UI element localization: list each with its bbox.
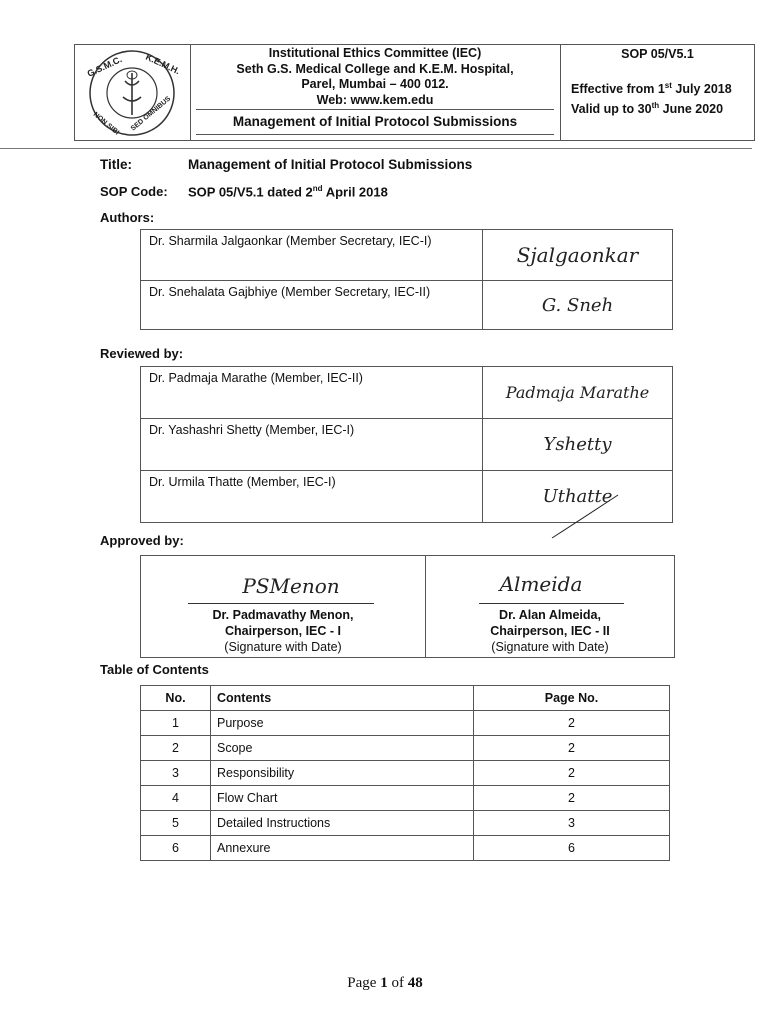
page-number: Page 1 of 48 <box>347 975 423 991</box>
reviewed-label: Reviewed by: <box>100 346 184 361</box>
approver-note: (Signature with Date) <box>224 640 342 654</box>
approver-details <box>168 607 398 655</box>
approver-details <box>430 607 670 655</box>
toc-header-page: Page No. <box>474 686 670 711</box>
author-row <box>141 281 673 330</box>
toc-row <box>141 836 670 861</box>
author-row <box>141 230 673 281</box>
approved-label: Approved by: <box>100 533 184 548</box>
reviewer-signature: Padmaja Marathe <box>483 367 673 419</box>
toc-page: 6 <box>474 836 670 861</box>
institution-block <box>190 45 560 108</box>
approver-role: Chairperson, IEC - II <box>490 624 610 638</box>
reviewer-signature: Uthatte <box>483 471 673 523</box>
effective-date: Effective from 1st July 2018 <box>571 81 732 97</box>
signature-line <box>479 603 624 604</box>
institution-logo <box>75 45 191 140</box>
toc-no: 5 <box>141 811 211 836</box>
toc-contents: Detailed Instructions <box>211 811 474 836</box>
author-signature: G. Sneh <box>483 281 673 330</box>
sop-code-label: SOP Code: <box>100 184 168 199</box>
toc-row <box>141 786 670 811</box>
seal-icon <box>75 45 190 140</box>
document-header <box>74 44 755 141</box>
approver-note: (Signature with Date) <box>491 640 609 654</box>
svg-text:SED OMNIBUS: SED OMNIBUS <box>129 95 173 133</box>
approver-cell <box>426 556 674 657</box>
institution-line: Parel, Mumbai – 400 012. <box>301 77 449 91</box>
title-label: Title: <box>100 157 133 172</box>
approver-signature: Almeida <box>499 572 583 596</box>
toc-contents: Purpose <box>211 711 474 736</box>
valid-until-date: Valid up to 30th June 2020 <box>571 100 724 116</box>
toc-contents: Annexure <box>211 836 474 861</box>
toc-no: 4 <box>141 786 211 811</box>
author-signature: Sjalgaonkar <box>483 230 673 281</box>
svg-text:NON SIBI: NON SIBI <box>91 111 121 137</box>
sop-number: SOP 05/V5.1 <box>621 47 694 61</box>
institution-line: Institutional Ethics Committee (IEC) <box>268 46 482 60</box>
reviewer-signature: Yshetty <box>483 419 673 471</box>
authors-label: Authors: <box>100 210 155 225</box>
toc-row <box>141 736 670 761</box>
reviewer-row <box>141 367 673 419</box>
toc-page: 2 <box>474 711 670 736</box>
toc-row <box>141 711 670 736</box>
reviewer-name: Dr. Urmila Thatte (Member, IEC-I) <box>141 471 483 523</box>
approval-box <box>140 555 675 658</box>
toc-no: 2 <box>141 736 211 761</box>
toc-no: 6 <box>141 836 211 861</box>
toc-row <box>141 811 670 836</box>
svg-text:G.S.M.C.: G.S.M.C. <box>85 54 124 79</box>
toc-contents: Flow Chart <box>211 786 474 811</box>
toc-page: 2 <box>474 761 670 786</box>
approver-name: Dr. Padmavathy Menon, <box>212 608 354 622</box>
approver-name: Dr. Alan Almeida, <box>499 608 601 622</box>
toc-contents: Scope <box>211 736 474 761</box>
svg-text:K.E.M.H.: K.E.M.H. <box>144 51 182 77</box>
approver-cell <box>141 556 426 657</box>
header-institution-cell <box>190 45 561 140</box>
signature-line <box>188 603 374 604</box>
institution-line: Seth G.S. Medical College and K.E.M. Hospital, <box>236 61 514 76</box>
header-divider <box>0 148 752 149</box>
toc-contents: Responsibility <box>211 761 474 786</box>
toc-header-row <box>141 686 670 711</box>
toc-no: 1 <box>141 711 211 736</box>
toc-no: 3 <box>141 761 211 786</box>
author-name: Dr. Sharmila Jalgaonkar (Member Secretary, IEC-I) <box>141 230 483 281</box>
approver-role: Chairperson, IEC - I <box>225 624 341 638</box>
validity-block <box>571 78 751 117</box>
toc-header-no: No. <box>141 686 211 711</box>
reviewer-name: Dr. Yashashri Shetty (Member, IEC-I) <box>141 419 483 471</box>
header-version-cell <box>561 45 754 140</box>
header-doc-title: Management of Initial Protocol Submissions <box>196 109 554 135</box>
approver-signature: PSMenon <box>242 574 340 598</box>
toc-table <box>140 685 670 861</box>
title-value: Management of Initial Protocol Submissions <box>188 157 473 172</box>
reviewer-name: Dr. Padmaja Marathe (Member, IEC-II) <box>141 367 483 419</box>
authors-table <box>140 229 673 330</box>
author-name: Dr. Snehalata Gajbhiye (Member Secretary, IEC-II) <box>141 281 483 330</box>
sop-code-value: SOP 05/V5.1 dated 2nd April 2018 <box>188 184 388 200</box>
toc-header-contents: Contents <box>211 686 474 711</box>
reviewer-row <box>141 419 673 471</box>
toc-label: Table of Contents <box>100 662 209 677</box>
toc-page: 3 <box>474 811 670 836</box>
institution-line: Web: www.kem.edu <box>316 92 434 107</box>
toc-page: 2 <box>474 736 670 761</box>
signature-flourish <box>540 490 620 545</box>
toc-row <box>141 761 670 786</box>
toc-page: 2 <box>474 786 670 811</box>
